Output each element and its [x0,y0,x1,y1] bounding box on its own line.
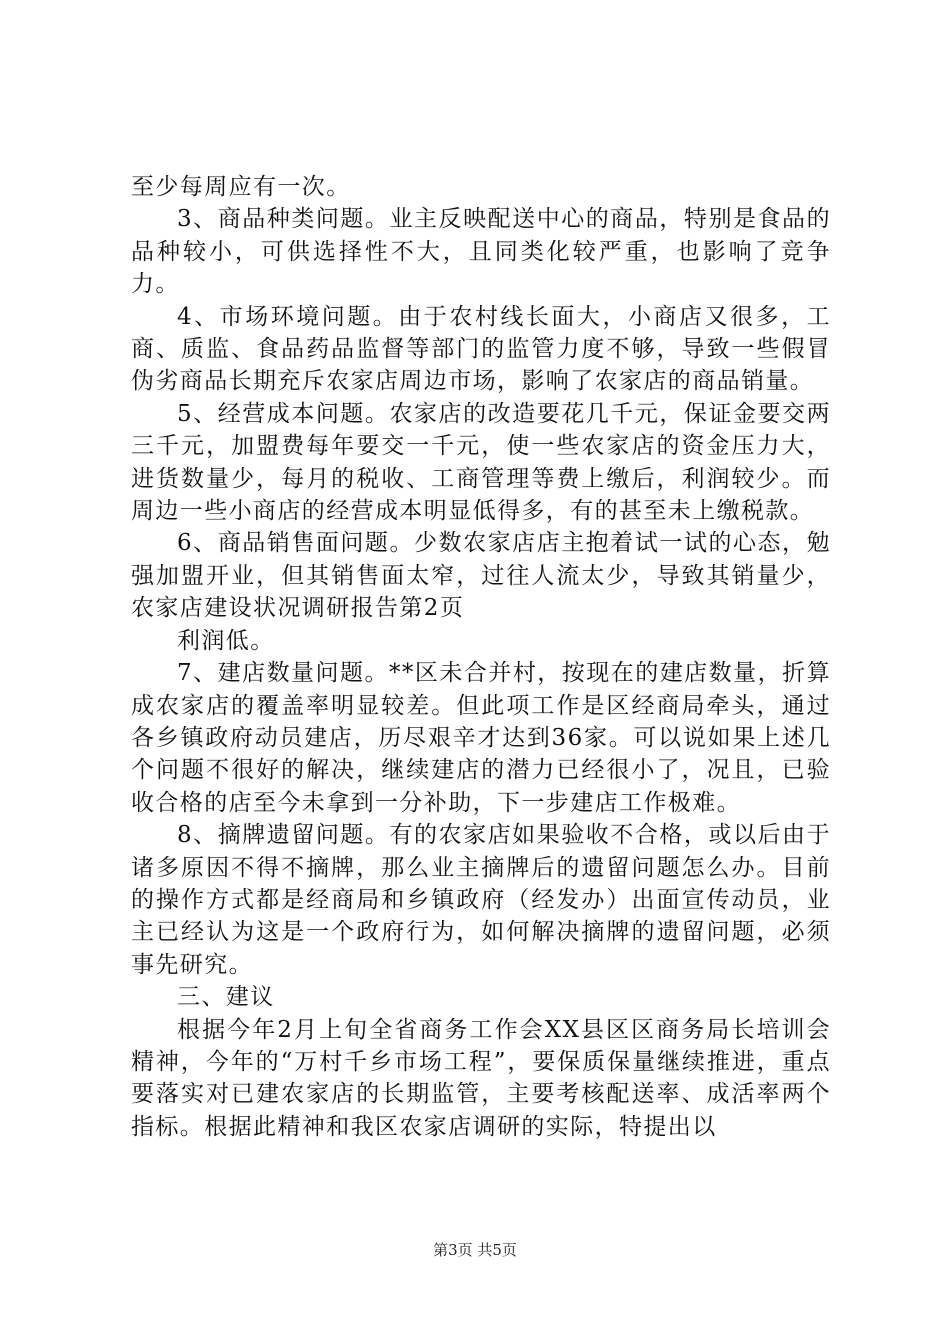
paragraph-item-6: 6、商品销售面问题。少数农家店店主抱着试一试的心态，勉强加盟开业，但其销售面太窄，过往人流太少，导致其销量少，农家店建设状况调研报告第2页 [131,530,831,622]
document-body [131,171,831,1143]
paragraph-item-4: 4、市场环境问题。由于农村线长面大，小商店又很多，工商、质监、食品药品监督等部门的监管力度不够，导致一些假冒伪劣商品长期充斥农家店周边市场，影响了农家店的商品销量。 [131,303,831,395]
paragraph-continuation: 至少每周应有一次。 [131,174,351,200]
paragraph-item-5: 5、经营成本问题。农家店的改造要花几千元，保证金要交两三千元，加盟费每年要交一千元，使一些农家店的资金压力大，进货数量少，每月的税收、工商管理等费上缴后，利润较少。而周边一些小商店的经营成本明显低得多，有的甚至未上缴税款。 [131,400,831,525]
paragraph-suggestions-intro: 根据今年2月上旬全省商务工作会XX县区区商务局长培训会精神，今年的“万村千乡市场工程”，要保质保量继续推进，重点要落实对已建农家店的长期监管，主要考核配送率、成活率两个指标。根据此精神和我区农家店调研的实际，特提出以 [131,1016,831,1140]
paragraph-item-3: 3、商品种类问题。业主反映配送中心的商品，特别是食品的品种较小，可供选择性不大，且同类化较严重，也影响了竞争力。 [131,206,831,298]
paragraph-item-7: 7、建店数量问题。**区未合并村，按现在的建店数量，折算成农家店的覆盖率明显较差。但此项工作是区经商局牵头，通过各乡镇政府动员建店，历尽艰辛才达到36家。可以说如果上述几个问题不很好的解决，继续建店的潜力已经很小了，况且，已验收合格的店至今未拿到一分补助，下一步建店工作极难。 [131,660,831,816]
section-heading-suggestions: 三、建议 [177,984,275,1011]
page-footer: 第3页 共5页 [433,1241,517,1259]
paragraph-item-6-continued: 利润低。 [177,627,275,654]
paragraph-item-8: 8、摘牌遗留问题。有的农家店如果验收不合格，或以后由于诸多原因不得不摘牌，那么业主摘牌后的遗留问题怎么办。目前的操作方式都是经商局和乡镇政府（经发办）出面宣传动员，业主已经认为这是一个政府行为，如何解决摘牌的遗留问题，必须事先研究。 [131,822,831,978]
